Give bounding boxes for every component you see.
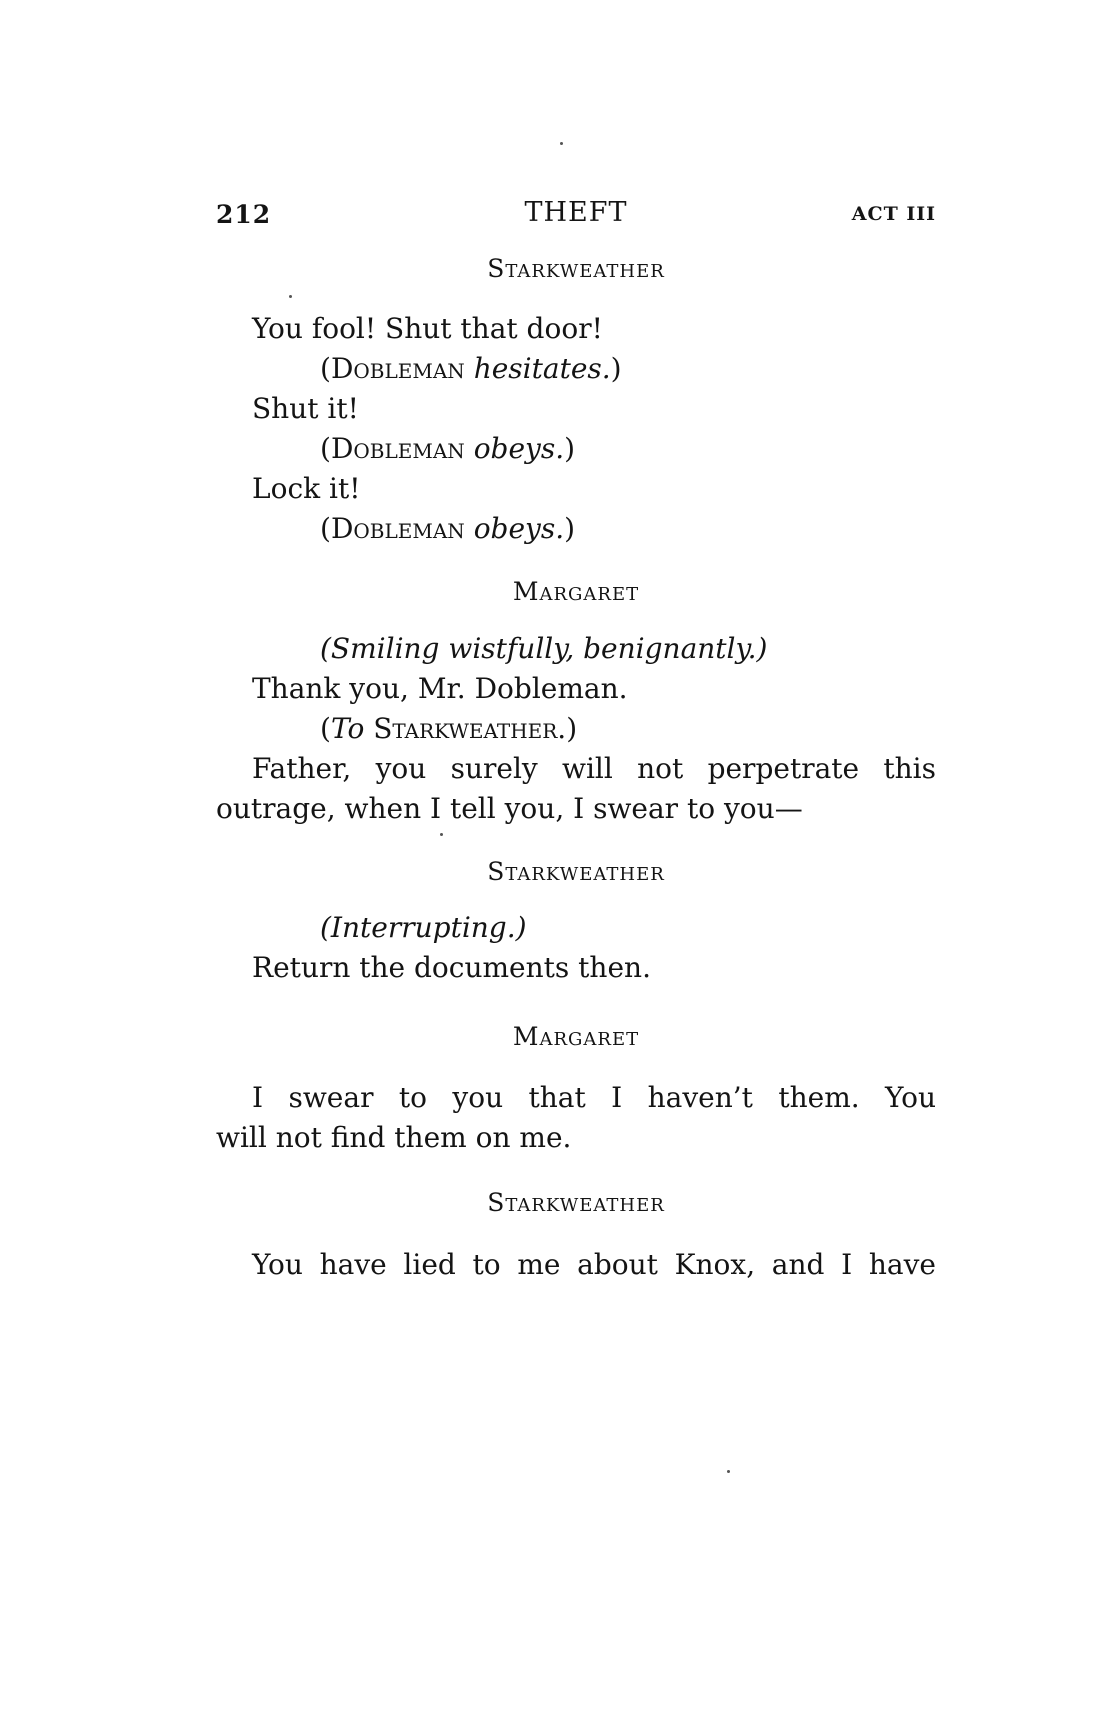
stage-direction: (To Starkweather.) (320, 712, 578, 745)
direction-text: obeys. (473, 512, 565, 545)
speech-block (216, 908, 936, 988)
character-name: Dobleman (330, 512, 465, 545)
act-label: ACT III (851, 203, 936, 225)
character-name: Dobleman (330, 432, 465, 465)
scan-speck (440, 833, 443, 836)
speaker-name: Margaret (512, 1022, 640, 1051)
dialogue-line: Lock it! (252, 472, 361, 505)
speaker-name: Starkweather (487, 857, 665, 886)
running-head (216, 197, 936, 240)
stage-direction: (Smiling wistfully, benignantly.) (320, 632, 768, 665)
speech-block (216, 309, 936, 549)
dialogue-line: You have lied to me about Knox, and I have (252, 1248, 936, 1281)
running-title: THEFT (524, 197, 628, 228)
speech-block (216, 1245, 936, 1285)
scan-speck (727, 1470, 730, 1473)
character-name: Starkweather. (373, 712, 567, 745)
dialogue-line: Return the documents then. (252, 951, 651, 984)
speech-block (216, 629, 936, 829)
dialogue-line: will not find them on me. (216, 1121, 572, 1154)
direction-text: hesitates. (473, 352, 611, 385)
direction-text: obeys. (473, 432, 565, 465)
character-name: Dobleman (330, 352, 465, 385)
speaker-name: Starkweather (487, 254, 665, 283)
dialogue-line: Shut it! (252, 392, 359, 425)
speaker-name: Starkweather (487, 1188, 665, 1217)
stage-direction: (Dobleman obeys.) (320, 432, 576, 465)
page-number: 212 (216, 200, 272, 229)
stage-direction: (Interrupting.) (320, 911, 527, 944)
speaker-name: Margaret (512, 577, 640, 606)
scan-speck (560, 142, 563, 145)
dialogue-line: I swear to you that I haven’t them. You (252, 1081, 936, 1114)
dialogue-line: outrage, when I tell you, I swear to you— (216, 792, 803, 825)
stage-direction: (Dobleman obeys.) (320, 512, 576, 545)
speech-block (216, 1078, 936, 1158)
dialogue-line: Thank you, Mr. Dobleman. (252, 672, 628, 705)
dialogue-line: Father, you surely will not perpetrate this (252, 752, 936, 785)
scan-speck (289, 295, 292, 298)
dialogue-line: You fool! Shut that door! (252, 312, 603, 345)
direction-text: To (330, 712, 365, 745)
stage-direction: (Dobleman hesitates.) (320, 352, 622, 385)
